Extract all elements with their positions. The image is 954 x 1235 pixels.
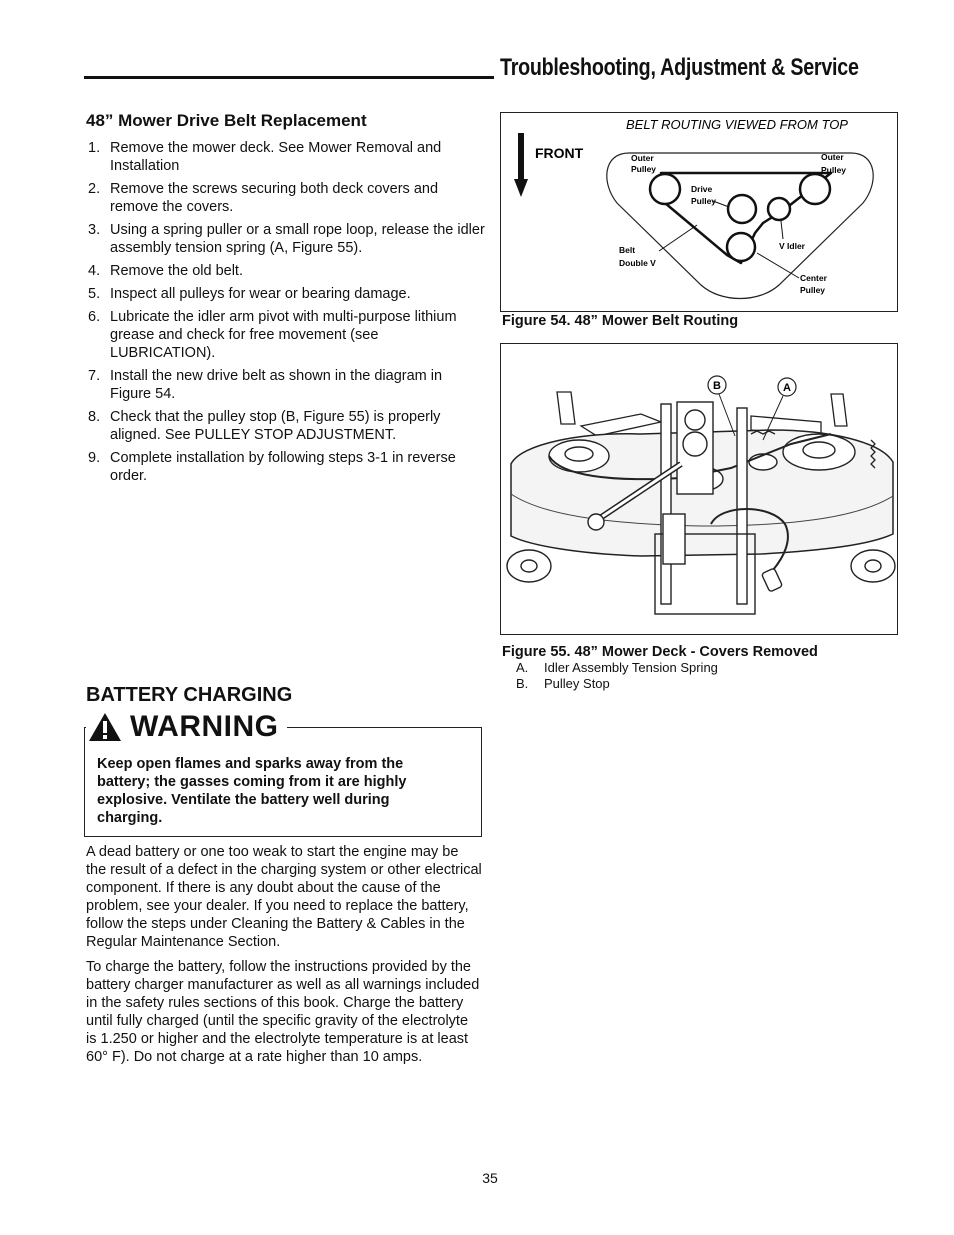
callout-b: B (713, 380, 721, 392)
figure-55-legend (516, 660, 718, 692)
step-number: 6. (88, 309, 101, 325)
page-title: Troubleshooting, Adjustment & Service (500, 54, 859, 81)
fig54-view-label: BELT ROUTING VIEWED FROM TOP (626, 117, 848, 132)
belt-step-item (86, 285, 486, 303)
label-outer-pulley-left-2: Pulley (631, 164, 657, 174)
label-outer-pulley-right-2: Pulley (821, 165, 847, 175)
warning-title: WARNING (130, 710, 279, 743)
label-drive-pulley-2: Pulley (691, 196, 717, 206)
belt-step-item (86, 408, 486, 444)
label-center-pulley-1: Center (800, 273, 827, 283)
belt-step-item (86, 449, 486, 485)
step-number: 4. (88, 263, 101, 279)
step-text: Remove the mower deck. See Mower Removal and Installation (110, 140, 442, 174)
label-belt-1: Belt (619, 245, 636, 255)
section-heading-belt: 48” Mower Drive Belt Replacement (86, 111, 367, 130)
front-arrow-icon (514, 133, 528, 197)
step-text: Remove the old belt. (110, 263, 243, 279)
label-drive-pulley-1: Drive (691, 184, 713, 194)
step-number: 9. (88, 450, 101, 466)
label-outer-pulley-right-1: Outer (821, 152, 844, 162)
belt-step-item (86, 308, 486, 362)
step-text: Complete installation by following steps 3-1 in reverse order. (110, 450, 456, 484)
outer-pulley-right (800, 174, 830, 204)
step-number: 2. (88, 181, 101, 197)
drive-pulley (728, 195, 756, 223)
step-number: 1. (88, 140, 101, 156)
label-belt-2: Double V (619, 258, 656, 268)
step-text: Check that the pulley stop (B, Figure 55) is properly aligned. See PULLEY STOP ADJUSTMENT. (110, 409, 441, 443)
fig54-front-label: FRONT (535, 145, 584, 161)
belt-step-item (86, 262, 486, 280)
label-center-pulley-2: Pulley (800, 285, 826, 295)
belt-step-item (86, 139, 486, 175)
battery-paragraph-1: A dead battery or one too weak to start the engine may be the result of a defect in the charging system or other electrical component. If there is any doubt about the cause of the problem, see your dealer. If you need to replace the battery, follow the steps under Cleaning the Battery & Cables in the Regular Maintenance Section. (86, 844, 482, 950)
page-number: 35 (482, 1170, 498, 1186)
section-heading-battery: BATTERY CHARGING (86, 684, 293, 706)
belt-steps-list (86, 139, 486, 490)
step-number: 8. (88, 409, 101, 425)
step-text: Using a spring puller or a small rope loop, release the idler assembly tension spring (A, Figure 55). (110, 222, 485, 256)
warning-text: Keep open flames and sparks away from the battery; the gasses coming from it are highly explosive. Ventilate the battery well during charging. (97, 756, 407, 826)
step-number: 3. (88, 222, 101, 238)
warning-triangle-icon (88, 712, 122, 742)
v-idler-pulley (768, 198, 790, 220)
mower-deck-illustration (501, 344, 897, 634)
label-outer-pulley-left-1: Outer (631, 153, 654, 163)
step-text: Install the new drive belt as shown in the diagram in Figure 54. (110, 368, 443, 402)
legend-item: B. Pulley Stop (516, 676, 610, 691)
belt-step-item (86, 221, 486, 257)
legend-item: A. Idler Assembly Tension Spring (516, 660, 718, 675)
step-text: Inspect all pulleys for wear or bearing damage. (110, 286, 411, 302)
step-number: 5. (88, 286, 101, 302)
figure-54-caption: Figure 54. 48” Mower Belt Routing (502, 313, 739, 329)
figure-55 (500, 343, 898, 635)
belt-step-item (86, 367, 486, 403)
header-rule (84, 76, 494, 79)
warning-title-wrap (86, 710, 287, 744)
step-number: 7. (88, 368, 101, 384)
figure-55-caption: Figure 55. 48” Mower Deck - Covers Removed (502, 644, 818, 660)
center-pulley (727, 233, 755, 261)
belt-step-item (86, 180, 486, 216)
step-text: Remove the screws securing both deck covers and remove the covers. (110, 181, 439, 215)
label-v-idler: V Idler (779, 241, 805, 251)
figure-54 (500, 112, 898, 312)
callout-a: A (783, 382, 791, 394)
outer-pulley-left (650, 174, 680, 204)
step-text: Lubricate the idler arm pivot with multi-purpose lithium grease and check for free movement (see LUBRICATION). (110, 309, 457, 361)
battery-paragraph-2: To charge the battery, follow the instructions provided by the battery charger manufacturer as well as all warnings included in the safety rules sections of this book. Charge the battery until fully charged (until the specific gravity of the electrolyte is 1.250 or higher and the electrolyte temperature is at least 60° F). Do not charge at a rate higher than 10 amps. (86, 959, 480, 1065)
